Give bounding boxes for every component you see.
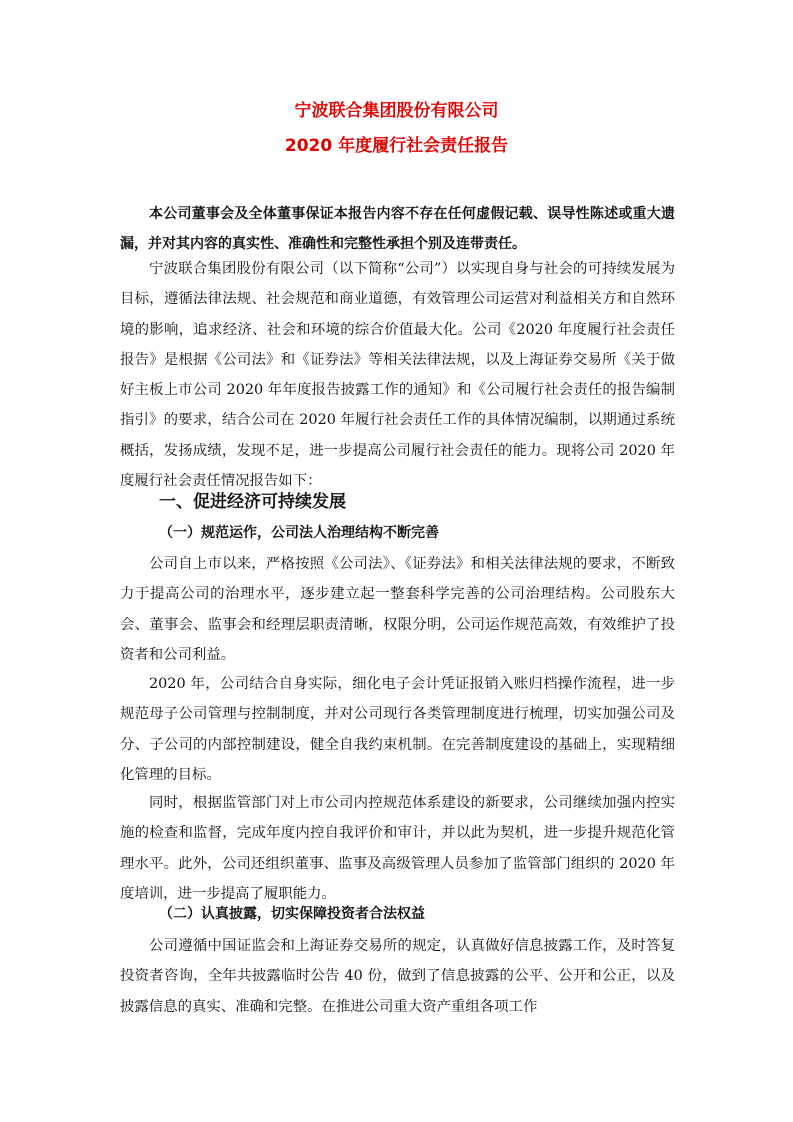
report-title-year: 2020 年度履行社会责任报告 [284, 136, 509, 156]
intro-paragraph: 宁波联合集团股份有限公司（以下简称“公司”）以实现自身与社会的可持续发展为目标，遵循法律法规、社会规范和商业道德，有效管理公司运营对利益相关方和自然环境的影响，追求经济、社会和环境的综合价值最大化。公司《2020 年度履行社会责任报告》是根据《公司法》和《证券法》等相关法律法规，以及上海证券交易所《关于做好主板上市公司 2020 年年度报告披露工作的通知》和《公司履行社会责任的报告编制指引》的要求，结合公司在 2020 年履行社会责任工作的具体情况编制，以期通过系统概括，发扬成绩，发现不足，进一步提高公司履行社会责任的能力。现将公司 2020 年度履行社会责任情况报告如下： [120, 261, 675, 490]
section-heading-economic: 一、促进经济可持续发展 [159, 492, 346, 512]
disclosure-paragraph-1: 公司遵循中国证监会和上海证券交易所的规定，认真做好信息披露工作，及时答复投资者咨询，全年共披露临时公告 40 份，做到了信息披露的公平、公开和公正，以及披露信息的真实、准确和完整。在推进公司重大资产重组各项工作 [120, 938, 675, 1015]
report-title-company: 宁波联合集团股份有限公司 [294, 101, 499, 121]
governance-paragraph-3: 同时，根据监管部门对上市公司内控规范体系建设的新要求，公司继续加强内控实施的检查和监督，完成年度内控自我评价和审计，并以此为契机，进一步提升规范化管理水平。此外，公司还组织董事、监事及高级管理人员参加了监管部门组织的 2020 年度培训，进一步提高了履职能力。 [120, 795, 675, 902]
board-declaration: 本公司董事会及全体董事保证本报告内容不存在任何虚假记载、误导性陈述或重大遗漏，并对其内容的真实性、准确性和完整性承担个别及连带责任。 [120, 206, 675, 253]
governance-paragraph-2: 2020 年，公司结合自身实际，细化电子会计凭证报销入账归档操作流程，进一步规范母子公司管理与控制制度，并对公司现行各类管理制度进行梳理，切实加强公司及分、子公司的内部控制建设，健全自我约束机制。在完善制度建设的基础上，实现精细化管理的目标。 [120, 676, 675, 783]
subsection-heading-governance: （一）规范运作，公司法人治理结构不断完善 [159, 525, 439, 541]
governance-paragraph-1: 公司自上市以来，严格按照《公司法》、《证券法》和相关法律法规的要求，不断致力于提高公司的治理水平，逐步建立起一整套科学完善的公司治理结构。公司股东大会、董事会、监事会和经理层职责清晰，权限分明，公司运作规范高效，有效维护了投资者和公司利益。 [120, 556, 675, 663]
subsection-heading-disclosure: （二）认真披露，切实保障投资者合法权益 [159, 906, 425, 922]
